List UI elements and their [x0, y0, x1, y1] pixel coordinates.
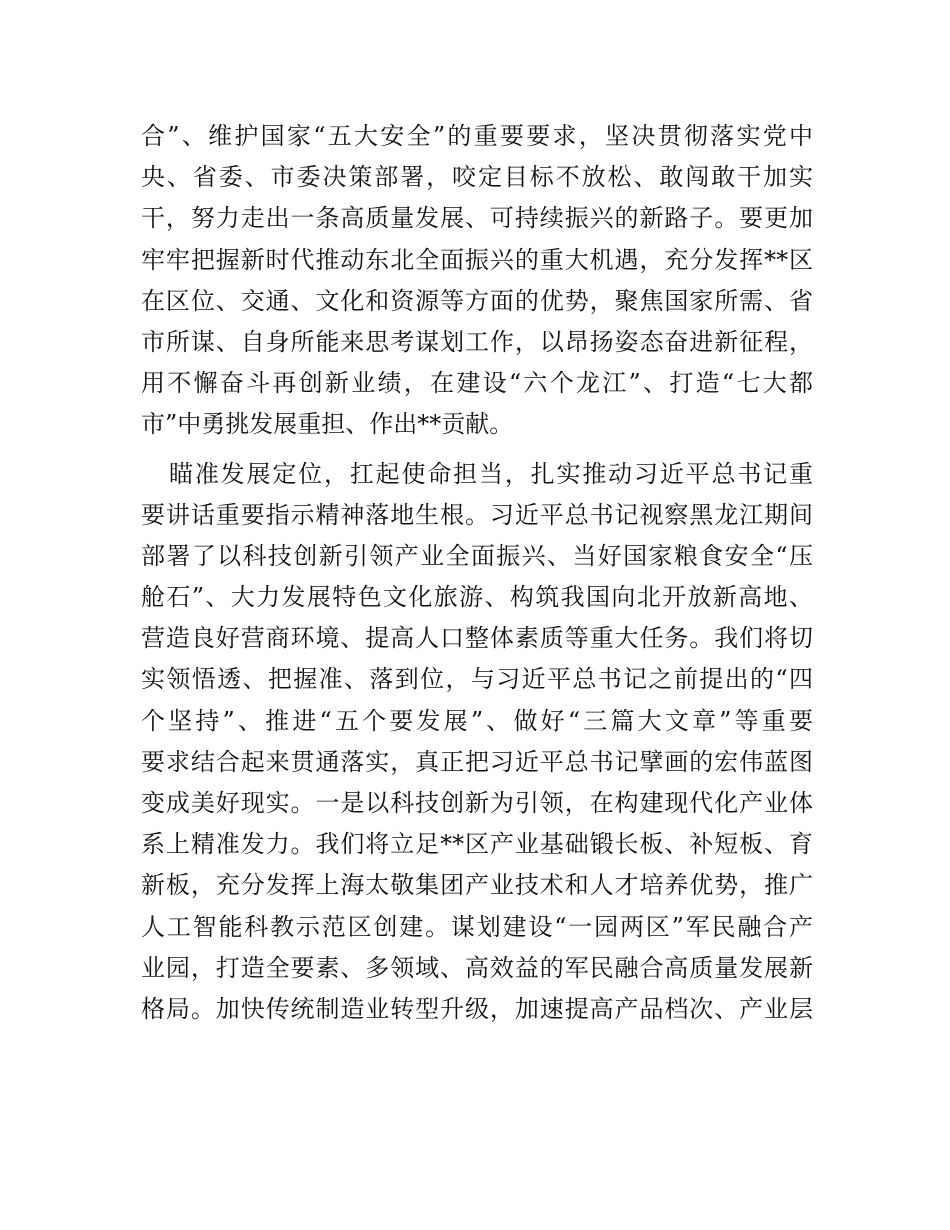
- text-line: 舱石”、大力发展特色文化旅游、构筑我国向北开放新高地、: [141, 583, 813, 612]
- text-line: 要求结合起来贯通落实，真正把习近平总书记擘画的宏伟蓝图: [141, 747, 813, 776]
- paragraph-1: [141, 116, 813, 446]
- text-line: 在区位、交通、文化和资源等方面的优势，聚焦国家所需、省: [141, 286, 813, 315]
- text-line: 格局。加快传统制造业转型升级，加速提高产品档次、产业层: [141, 994, 813, 1023]
- text-line: 实领悟透、把握准、落到位，与习近平总书记之前提出的“四: [141, 665, 813, 694]
- text-line: 要讲话重要指示精神落地生根。习近平总书记视察黑龙江期间: [141, 500, 813, 529]
- text-line: 业园，打造全要素、多领域、高效益的军民融合高质量发展新: [141, 953, 813, 982]
- text-line: 用不懈奋斗再创新业绩，在建设“六个龙江”、打造“七大都: [141, 369, 813, 398]
- body-text: [141, 116, 813, 1030]
- text-line: 变成美好现实。一是以科技创新为引领，在构建现代化产业体: [141, 789, 813, 817]
- text-line: 部署了以科技创新引领产业全面振兴、当好国家粮食安全“压: [141, 541, 813, 570]
- text-line: 瞄准发展定位，扛起使命担当，扎实推动习近平总书记重: [169, 459, 813, 488]
- text-line: 合”、维护国家“五大安全”的重要要求，坚决贯彻落实党中: [141, 122, 813, 150]
- text-line: 干，努力走出一条高质量发展、可持续振兴的新路子。要更加: [141, 204, 813, 233]
- text-line: 牢牢把握新时代推动东北全面振兴的重大机遇，充分发挥**区: [141, 245, 813, 274]
- text-line: 央、省委、市委决策部署，咬定目标不放松、敢闯敢干加实: [141, 163, 813, 192]
- text-line: 市”中勇挑发展重担、作出**贡献。: [141, 410, 514, 439]
- text-line: 市所谋、自身所能来思考谋划工作，以昂扬姿态奋进新征程，: [141, 327, 813, 356]
- paragraph-2: [141, 454, 813, 1031]
- text-line: 系上精准发力。我们将立足**区产业基础锻长板、补短板、育: [141, 830, 813, 859]
- text-line: 营造良好营商环境、提高人口整体素质等重大任务。我们将切: [141, 624, 813, 653]
- text-line: 个坚持”、推进“五个要发展”、做好“三篇大文章”等重要: [141, 706, 813, 735]
- text-line: 新板，充分发挥上海太敬集团产业技术和人才培养优势，推广: [141, 871, 813, 900]
- text-line: 人工智能科教示范区创建。谋划建设“一园两区”军民融合产: [141, 912, 813, 941]
